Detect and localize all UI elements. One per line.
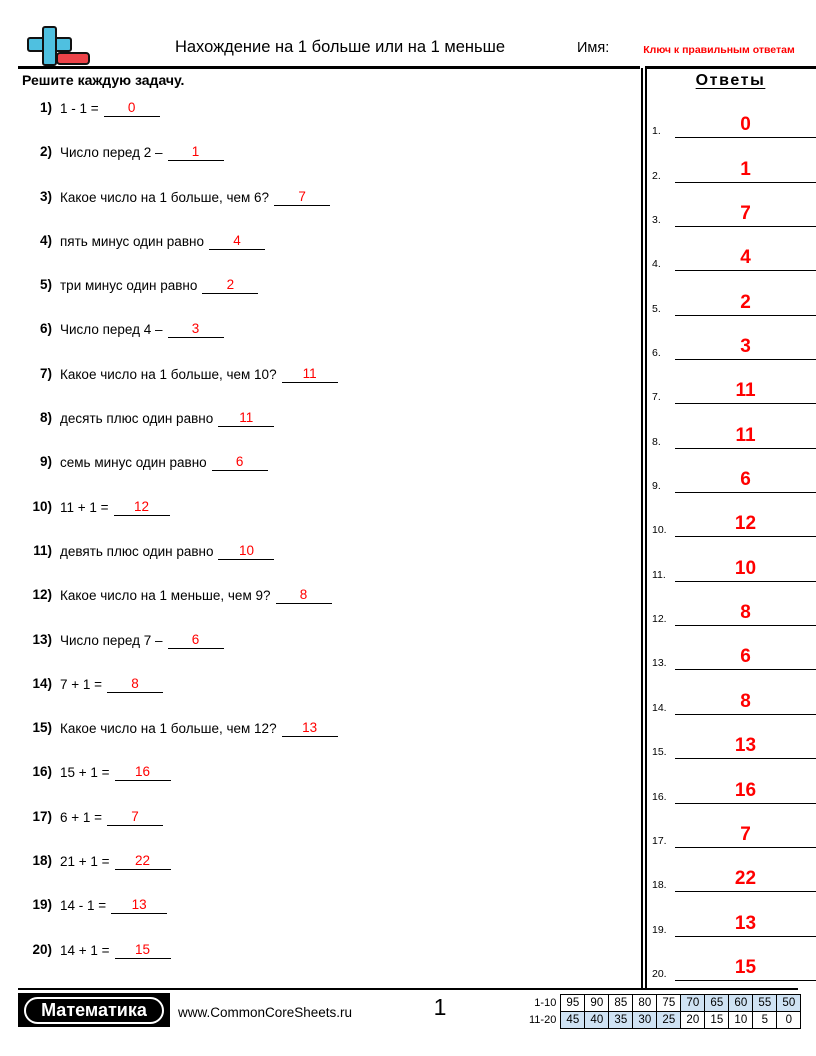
question-body [60, 277, 258, 294]
question-number: 9) [39, 454, 52, 470]
answer-key-number: 15. [652, 746, 667, 759]
question-answer-value: 13 [302, 720, 318, 736]
answer-key-blank[interactable] [675, 201, 816, 227]
question-row [18, 674, 633, 718]
question-body [60, 233, 265, 250]
question-number: 3) [39, 188, 52, 204]
question-text: девять плюс один равно [60, 543, 214, 559]
answer-key-value: 2 [740, 291, 751, 313]
score-table-cell: 20 [681, 1012, 705, 1029]
question-answer-value: 6 [235, 454, 244, 470]
score-table-row [528, 1012, 801, 1029]
question-body [60, 632, 224, 649]
answer-key-row [652, 947, 816, 991]
question-answer-blank[interactable] [168, 321, 224, 338]
question-row [18, 718, 633, 762]
question-text: Какое число на 1 больше, чем 6? [60, 189, 270, 205]
answer-key-number: 17. [652, 834, 667, 847]
answer-key-row [652, 148, 816, 192]
question-number: 20) [32, 941, 52, 957]
instructions-text: Решите каждую задачу. [22, 72, 185, 88]
question-answer-blank[interactable] [218, 410, 274, 427]
question-answer-value: 2 [226, 277, 235, 293]
question-number: 16) [32, 764, 52, 780]
question-answer-value: 6 [191, 631, 200, 647]
question-answer-blank[interactable] [107, 676, 163, 693]
answer-key-number: 4. [652, 258, 661, 271]
question-answer-value: 3 [191, 321, 200, 337]
question-answer-value: 11 [239, 410, 254, 426]
answer-key-row [652, 725, 816, 769]
answer-key-value: 8 [740, 690, 751, 712]
question-text: семь минус один равно [60, 455, 207, 471]
answer-key-blank[interactable] [675, 112, 816, 138]
answer-key-row [652, 814, 816, 858]
question-text: 11 + 1 = [60, 499, 109, 515]
question-answer-value: 0 [127, 100, 136, 115]
question-body [60, 764, 171, 781]
question-number: 8) [39, 410, 52, 426]
answer-key-blank[interactable] [675, 378, 816, 404]
question-answer-blank[interactable] [114, 499, 170, 516]
answer-key-value: 11 [735, 380, 756, 402]
answer-key-value: 16 [734, 779, 757, 801]
answer-key-badge: Ключ к правильным ответам [643, 44, 795, 56]
answer-key-blank[interactable] [675, 467, 816, 493]
answer-key-blank[interactable] [675, 245, 816, 271]
answer-key-blank[interactable] [675, 911, 816, 937]
question-row [18, 851, 633, 895]
question-text: 6 + 1 = [60, 809, 103, 825]
question-row [18, 408, 633, 452]
brand-label: Математика [24, 997, 164, 1024]
answer-key-blank[interactable] [675, 733, 816, 759]
score-table-cell: 80 [633, 995, 657, 1012]
question-answer-value: 8 [299, 587, 308, 603]
answer-key-value: 13 [734, 912, 757, 934]
answer-key-row [652, 592, 816, 636]
question-row [18, 364, 633, 408]
answer-key-title [645, 72, 816, 90]
answer-key-value: 6 [740, 469, 751, 491]
question-row [18, 895, 633, 939]
question-body [60, 809, 163, 826]
question-answer-blank[interactable] [104, 100, 160, 117]
answer-key-number: 13. [652, 657, 667, 670]
question-row [18, 98, 633, 142]
question-body [60, 587, 332, 604]
score-table [528, 994, 801, 1029]
question-row [18, 762, 633, 806]
answer-key-number: 3. [652, 214, 661, 227]
question-answer-value: 22 [135, 853, 151, 869]
page-number: 1 [433, 994, 447, 1020]
question-answer-blank[interactable] [107, 809, 163, 826]
question-row [18, 142, 633, 186]
question-answer-blank[interactable] [276, 587, 332, 604]
score-table-cell: 60 [729, 995, 753, 1012]
question-answer-value: 15 [135, 941, 151, 957]
question-number: 10) [32, 498, 52, 514]
question-body [60, 897, 167, 914]
score-table-cell: 40 [585, 1012, 609, 1029]
question-answer-blank[interactable] [111, 897, 167, 914]
score-table-cell: 95 [561, 995, 585, 1012]
score-table-cell: 30 [633, 1012, 657, 1029]
answer-key-value: 12 [734, 513, 757, 535]
score-table-cell: 90 [585, 995, 609, 1012]
answer-key-row [652, 414, 816, 458]
question-answer-blank[interactable] [218, 543, 274, 560]
question-number: 7) [39, 365, 52, 381]
question-body [60, 321, 224, 338]
question-body [60, 853, 171, 870]
question-row [18, 630, 633, 674]
question-body [60, 366, 338, 383]
score-table-cell: 15 [705, 1012, 729, 1029]
question-text: пять минус один равно [60, 233, 204, 249]
question-number: 12) [32, 587, 52, 603]
question-body [60, 144, 224, 161]
question-number: 6) [39, 321, 52, 337]
question-answer-blank[interactable] [115, 942, 171, 959]
question-text: Число перед 7 – [60, 632, 163, 648]
score-table-cell: 10 [729, 1012, 753, 1029]
question-answer-value: 7 [131, 808, 139, 824]
page-header [0, 0, 816, 68]
answer-key-blank[interactable] [675, 290, 816, 316]
answer-key-row [652, 104, 816, 148]
question-text: Какое число на 1 больше, чем 12? [60, 721, 277, 737]
question-answer-blank[interactable] [115, 764, 171, 781]
name-label: Имя: [577, 40, 610, 56]
question-answer-blank[interactable] [115, 853, 171, 870]
answer-key-row [652, 636, 816, 680]
question-text: десять плюс один равно [60, 411, 214, 427]
question-body [60, 189, 330, 206]
header-divider-right [645, 66, 816, 69]
answer-key-number: 1. [652, 125, 661, 138]
answer-key-value: 10 [734, 557, 757, 579]
answer-key-number: 7. [652, 391, 661, 404]
answer-key-row [652, 547, 816, 591]
score-table-cell: 45 [561, 1012, 585, 1029]
question-row [18, 275, 633, 319]
question-answer-blank[interactable] [209, 233, 265, 250]
answer-key-number: 12. [652, 613, 667, 626]
answer-key-value: 8 [740, 602, 751, 624]
answer-key-value: 15 [734, 956, 757, 978]
question-number: 4) [39, 232, 52, 248]
score-table-row-label: 1-10 [534, 997, 557, 1009]
questions-list [18, 98, 633, 984]
question-number: 1) [39, 100, 52, 115]
answer-key-blank[interactable] [675, 334, 816, 360]
answer-key-value: 4 [740, 247, 751, 269]
question-answer-value: 1 [191, 144, 200, 160]
question-body [60, 100, 160, 117]
question-row [18, 497, 633, 541]
score-table-cell: 65 [705, 995, 729, 1012]
question-answer-value: 12 [134, 498, 150, 514]
answer-key-value: 7 [740, 203, 751, 225]
answer-key-number: 11. [652, 568, 666, 581]
score-table-cell: 50 [777, 995, 801, 1012]
answer-key-row [652, 459, 816, 503]
question-answer-blank[interactable] [282, 720, 338, 737]
question-answer-blank[interactable] [282, 366, 338, 383]
answer-key-value: 7 [740, 823, 751, 845]
answer-key-number: 16. [652, 790, 667, 803]
answer-key-row [652, 326, 816, 370]
answer-key-value: 6 [740, 646, 751, 668]
score-table-row [528, 995, 801, 1012]
question-body [60, 410, 274, 427]
question-text: Число перед 4 – [60, 322, 163, 338]
question-text: 7 + 1 = [60, 676, 103, 692]
answer-key-number: 19. [652, 923, 667, 936]
question-answer-blank[interactable] [274, 189, 330, 206]
score-table-cell: 25 [657, 1012, 681, 1029]
answer-key-row [652, 237, 816, 281]
question-text: 14 - 1 = [60, 898, 107, 914]
question-number: 19) [32, 897, 52, 913]
question-answer-value: 10 [238, 542, 254, 558]
footer-divider [18, 988, 798, 990]
question-row [18, 231, 633, 275]
question-answer-blank[interactable] [168, 144, 224, 161]
question-number: 17) [32, 808, 52, 824]
question-body [60, 543, 274, 560]
question-body [60, 499, 170, 516]
question-answer-blank[interactable] [202, 277, 258, 294]
page-title: Нахождение на 1 больше или на 1 меньше [174, 38, 506, 56]
score-table-cell: 70 [681, 995, 705, 1012]
question-answer-value: 7 [298, 188, 306, 204]
answer-key-blank[interactable] [675, 778, 816, 804]
answer-key-number: 2. [652, 169, 661, 182]
question-body [60, 942, 171, 959]
question-row [18, 585, 633, 629]
answer-key-number: 6. [652, 347, 661, 360]
answer-key-row [652, 503, 816, 547]
answer-key-blank[interactable] [675, 689, 816, 715]
site-url: www.CommonCoreSheets.ru [178, 1005, 353, 1020]
question-row [18, 187, 633, 231]
answer-key-blank[interactable] [675, 955, 816, 981]
question-number: 18) [32, 853, 52, 869]
question-text: 21 + 1 = [60, 854, 110, 870]
question-answer-value: 4 [233, 232, 241, 248]
answer-key-number: 18. [652, 879, 667, 892]
question-row [18, 541, 633, 585]
answer-key-value: 0 [740, 114, 751, 136]
answer-key-value: 1 [740, 158, 751, 180]
answer-key-blank[interactable] [675, 644, 816, 670]
question-number: 13) [32, 631, 52, 647]
plus-minus-icon [18, 26, 96, 66]
score-table-cell: 35 [609, 1012, 633, 1029]
question-number: 14) [32, 675, 52, 691]
column-divider [641, 68, 647, 988]
answer-key-row [652, 902, 816, 946]
question-answer-value: 13 [131, 897, 147, 913]
answer-key-list [652, 104, 816, 991]
score-table-row-label: 11-20 [529, 1014, 557, 1026]
score-table-cell: 55 [753, 995, 777, 1012]
answer-key-blank[interactable] [675, 822, 816, 848]
answer-key-row [652, 858, 816, 902]
question-text: Число перед 2 – [60, 145, 163, 161]
answer-key-blank[interactable] [675, 556, 816, 582]
page-footer [0, 988, 816, 1056]
answer-key-blank[interactable] [675, 423, 816, 449]
answer-key-row [652, 370, 816, 414]
score-table-cell: 75 [657, 995, 681, 1012]
question-answer-blank[interactable] [212, 454, 268, 471]
answer-key-blank[interactable] [675, 511, 816, 537]
plus-vertical-bar [42, 26, 57, 66]
score-table-cell: 5 [753, 1012, 777, 1029]
question-text: Какое число на 1 меньше, чем 9? [60, 588, 271, 604]
question-row [18, 452, 633, 496]
answer-key-value: 3 [740, 336, 751, 358]
answer-key-number: 20. [652, 967, 667, 980]
answer-key-number: 8. [652, 435, 661, 448]
question-answer-value: 11 [302, 365, 317, 381]
answer-key-blank[interactable] [675, 600, 816, 626]
question-number: 5) [39, 277, 52, 293]
answer-key-blank[interactable] [675, 157, 816, 183]
question-answer-value: 16 [135, 764, 151, 780]
answer-key-number: 9. [652, 480, 661, 493]
answer-key-number: 14. [652, 701, 667, 714]
question-number: 11) [33, 542, 52, 558]
answer-key-row [652, 193, 816, 237]
question-text: 15 + 1 = [60, 765, 110, 781]
score-table-cell: 85 [609, 995, 633, 1012]
question-text: три минус один равно [60, 278, 198, 294]
answer-key-blank[interactable] [675, 866, 816, 892]
question-text: 1 - 1 = [60, 101, 99, 116]
answer-key-title-text: Ответы [695, 72, 766, 89]
question-answer-value: 8 [131, 675, 139, 691]
question-text: Какое число на 1 больше, чем 10? [60, 366, 277, 382]
header-divider-left [18, 66, 640, 69]
question-body [60, 454, 268, 471]
answer-key-row [652, 680, 816, 724]
question-row [18, 807, 633, 851]
answer-key-number: 10. [652, 524, 667, 537]
answer-key-row [652, 769, 816, 813]
question-number: 15) [32, 720, 52, 736]
answer-key-value: 13 [734, 735, 757, 757]
question-number: 2) [39, 144, 52, 160]
question-body [60, 720, 338, 737]
answer-key-number: 5. [652, 302, 661, 315]
question-body [60, 676, 163, 693]
answer-key-value: 11 [735, 424, 756, 446]
score-table-cell: 0 [777, 1012, 801, 1029]
minus-bar [56, 52, 90, 65]
question-row [18, 319, 633, 363]
answer-key-value: 22 [734, 868, 757, 890]
answer-key-row [652, 281, 816, 325]
question-row [18, 940, 633, 984]
brand-badge [18, 993, 170, 1027]
question-text: 14 + 1 = [60, 942, 110, 958]
question-answer-blank[interactable] [168, 632, 224, 649]
